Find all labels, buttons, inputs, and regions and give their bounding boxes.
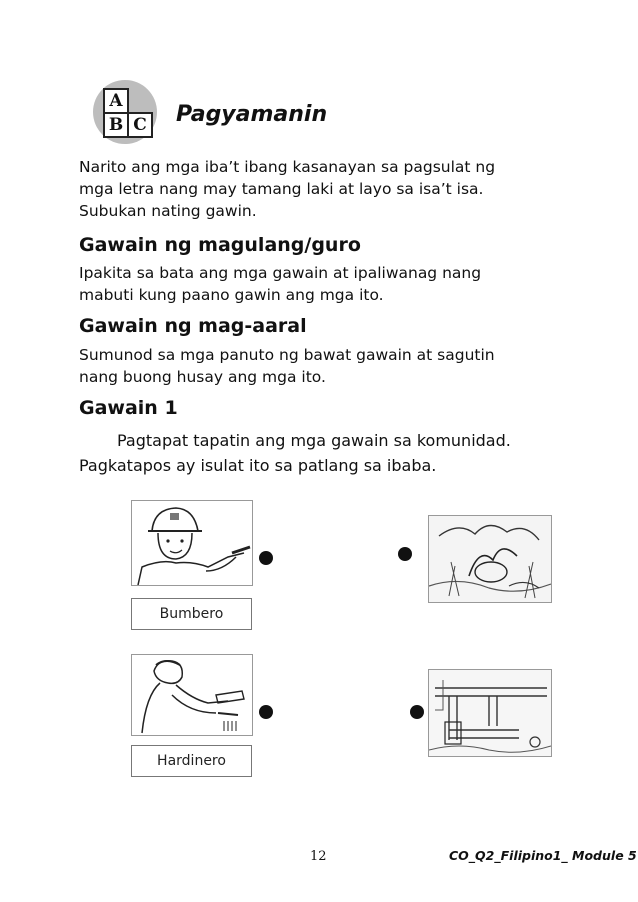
match-dot[interactable] — [398, 547, 412, 561]
block-a: A — [103, 88, 129, 114]
person-working-illustration — [132, 655, 252, 735]
worker-bent-picture — [131, 654, 253, 736]
module-footer: CO_Q2_Filipino1_ Module 5 — [449, 848, 637, 863]
student-paragraph — [79, 344, 569, 388]
worker-illustration — [132, 501, 252, 585]
activity-heading: Gawain 1 — [79, 397, 178, 419]
answer-label-hardinero: Hardinero — [131, 745, 252, 777]
activity-instructions — [79, 428, 569, 478]
activity-line: Pagtapat tapatin ang mga gawain sa komunidad. — [117, 431, 511, 450]
answer-label-bumbero: Bumbero — [131, 598, 252, 630]
match-dot[interactable] — [259, 705, 273, 719]
abc-blocks-icon — [93, 80, 157, 144]
parent-line: mabuti kung paano gawin ang mga ito. — [79, 286, 384, 304]
student-line: nang buong husay ang mga ito. — [79, 368, 326, 386]
intro-line: mga letra nang may tamang laki at layo sa isa’t isa. — [79, 180, 484, 198]
parent-heading: Gawain ng magulang/guro — [79, 234, 361, 256]
worker-picture — [131, 500, 253, 586]
pipes-picture — [428, 669, 552, 757]
intro-line: Narito ang mga iba’t ibang kasanayan sa pagsulat ng — [79, 158, 496, 176]
pipes-illustration — [429, 670, 551, 756]
match-dot[interactable] — [259, 551, 273, 565]
intro-line: Subukan nating gawin. — [79, 202, 257, 220]
section-title: Pagyamanin — [176, 102, 328, 127]
garden-picture — [428, 515, 552, 603]
parent-paragraph — [79, 262, 569, 306]
page-number: 12 — [310, 849, 327, 864]
student-heading: Gawain ng mag-aaral — [79, 315, 307, 337]
activity-line: Pagkatapos ay isulat ito sa patlang sa ibaba. — [79, 456, 437, 475]
intro-paragraph — [79, 156, 569, 222]
garden-illustration — [429, 516, 551, 602]
match-dot[interactable] — [410, 705, 424, 719]
block-b: B — [103, 112, 129, 138]
block-c: C — [127, 112, 153, 138]
student-line: Sumunod sa mga panuto ng bawat gawain at sagutin — [79, 346, 495, 364]
parent-line: Ipakita sa bata ang mga gawain at ipaliwanag nang — [79, 264, 482, 282]
